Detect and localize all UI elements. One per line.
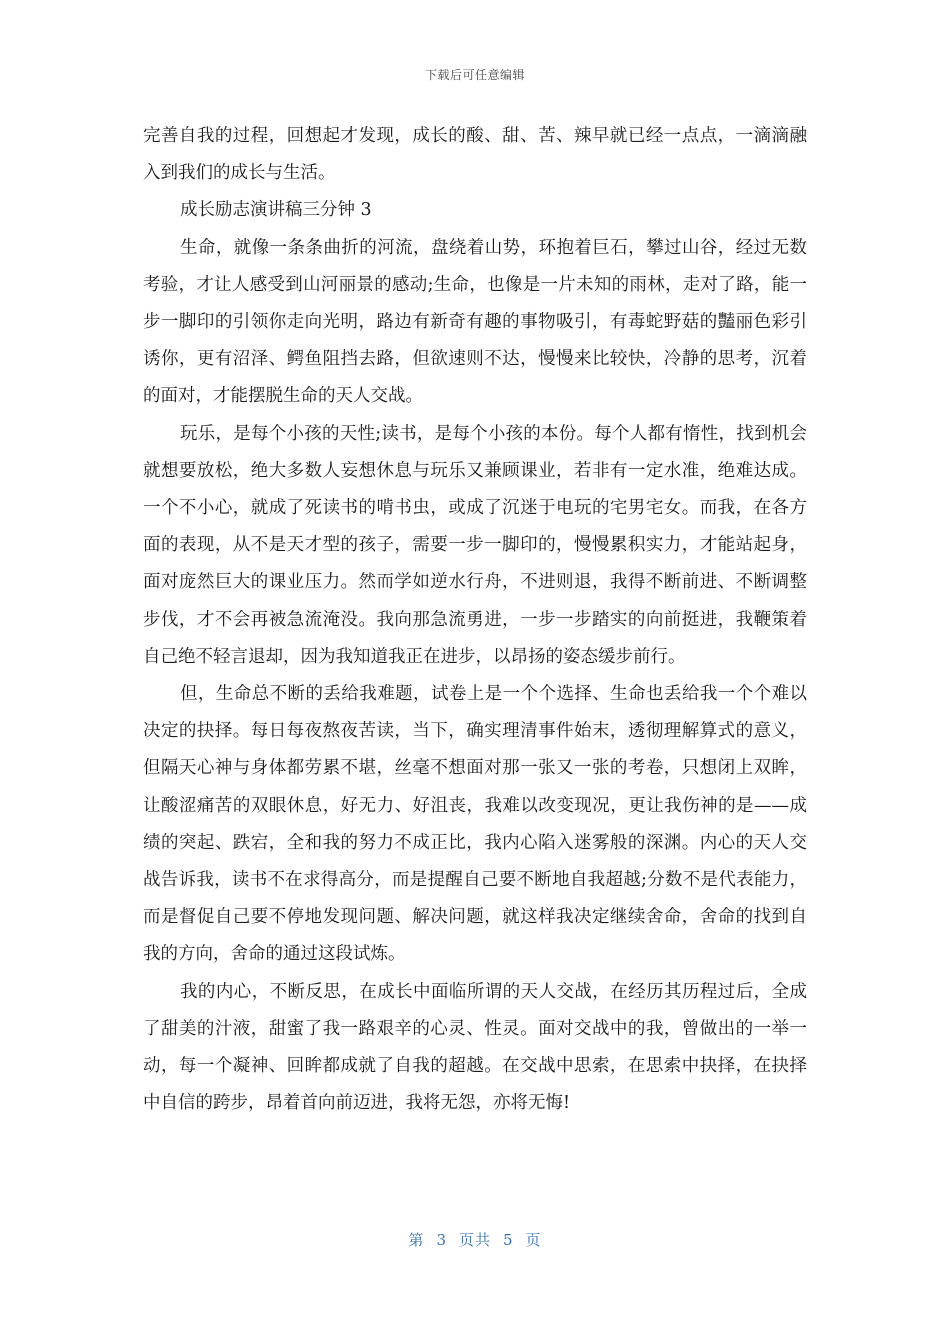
paragraph: 玩乐，是每个小孩的天性;读书，是每个小孩的本份。每个人都有惰性，找到机会就想要放松，绝大多数人妄想休息与玩乐又兼顾课业，若非有一定水准，绝难达成。一个不小心，就成了死读书的啃书虫，或成了沉迷于电玩的宅男宅女。而我，在各方面的表现，从不是天才型的孩子，需要一步一脚印的，慢慢累积实力，才能站起身，面对庞然巨大的课业压力。然而学如逆水行舟，不进则退，我得不断前进、不断调整步伐，才不会再被急流淹没。我向那急流勇进，一步一步踏实的向前挺进，我鞭策着自己绝不轻言退却，因为我知道我正在进步，以昂扬的姿态缓步前行。 [143,423,807,667]
footer-current-page: 3 [436,1231,447,1249]
document-body [143,118,807,1122]
footer-prefix: 第 [408,1231,425,1249]
footer-middle: 页共 [458,1231,491,1249]
page-footer [0,1229,950,1250]
paragraph-continuation: 完善自我的过程，回想起才发现，成长的酸、甜、苦、辣早就已经一点点，一滴滴融入到我们的成长与生活。 [143,126,807,184]
section-heading: 成长励志演讲稿三分钟 3 [180,200,372,221]
paragraph: 我的内心，不断反思，在成长中面临所谓的天人交战，在经历其历程过后，全成了甜美的汁液，甜蜜了我一路艰辛的心灵、性灵。面对交战中的我，曾做出的一举一动，每一个凝神、回眸都成就了自我的超越。在交战中思索，在思索中抉择，在抉择中自信的跨步，昂着首向前迈进，我将无怨，亦将无悔! [143,981,807,1114]
footer-total-pages: 5 [503,1231,514,1249]
paragraph: 生命，就像一条条曲折的河流，盘绕着山势，环抱着巨石，攀过山谷，经过无数考验，才让人感受到山河丽景的感动;生命，也像是一片未知的雨林，走对了路，能一步一脚印的引领你走向光明，路边有新奇有趣的事物吸引，有毒蛇野菇的豔丽色彩引诱你，更有沼泽、鳄鱼阻挡去路，但欲速则不达，慢慢来比较快，冷静的思考，沉着的面对，才能摆脱生命的天人交战。 [143,237,807,407]
paragraph: 但，生命总不断的丢给我难题，试卷上是一个个选择、生命也丢给我一个个难以决定的抉择。每日每夜熬夜苦读，当下，确实理清事件始末，透彻理解算式的意义，但隔天心神与身体都劳累不堪，丝毫不想面对那一张又一张的考卷，只想闭上双眸，让酸涩痛苦的双眼休息，好无力、好沮丧，我难以改变现况，更让我伤神的是——成绩的突起、跌宕，全和我的努力不成正比，我内心陷入迷雾般的深渊。内心的天人交战告诉我，读书不在求得高分，而是提醒自己要不断地自我超越;分数不是代表能力，而是督促自己要不停地发现问题、解决问题，就这样我决定继续舍命，舍命的找到自我的方向，舍命的通过这段试炼。 [143,684,807,965]
page-header: 下载后可任意编辑 [424,68,525,82]
footer-suffix: 页 [525,1231,542,1249]
